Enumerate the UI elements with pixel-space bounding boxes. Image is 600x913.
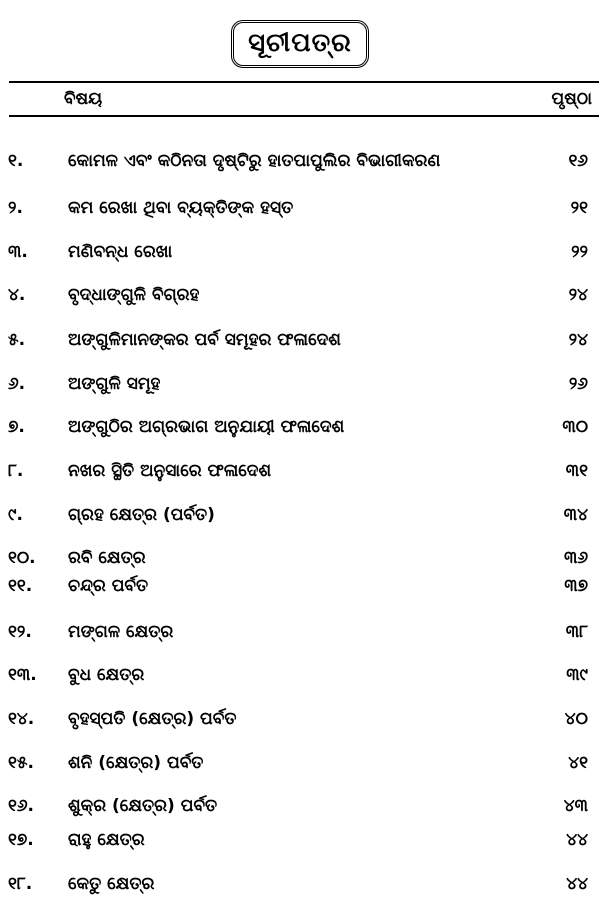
entry-page: ୩୦ [562,417,588,437]
toc-entry [0,748,600,778]
entry-page: ୩୮ [565,622,588,642]
toc-entry [0,500,600,530]
entry-page: ୨୨ [571,242,588,262]
entry-page: ୪୦ [564,709,588,729]
entry-title: ଗ୍ରହ କ୍ଷେତ୍ର (ପର୍ବତ) [68,505,215,525]
entry-number: ୧୧. [8,576,33,596]
entry-page: ୨୪ [568,285,588,305]
toc-entry [0,193,600,223]
toc-entry [0,825,600,855]
entry-number: ୨. [8,198,23,218]
page-title: ସୂଚୀପତ୍ର [231,20,369,68]
entry-number: ୧. [8,151,24,171]
toc-entry [0,369,600,399]
entry-number: ୮. [8,461,24,481]
toc-entry [0,325,600,355]
entry-page: ୨୧ [570,198,588,218]
entry-number: ୩. [8,242,28,262]
entry-page: ୩୪ [563,505,588,525]
entry-title: ଅଙ୍ଗୁଳି ସମୂହ [68,374,161,394]
toc-entry [0,791,600,821]
entry-number: ୧୨. [8,622,32,642]
entry-title: ମଣିବନ୍ଧ ରେଖା [68,242,173,262]
toc-entry [0,704,600,734]
entry-number: ୧୮. [8,874,33,894]
header-bottom-rule [9,115,599,117]
entry-number: ୯. [8,505,23,525]
toc-entry [0,280,600,310]
entry-page: ୧୬ [568,151,588,171]
entry-title: ଶୁକ୍ର (କ୍ଷେତ୍ର) ପର୍ବତ [68,796,218,816]
entry-number: ୧୫. [8,753,34,773]
entry-page: ୩୧ [565,461,588,481]
entry-title: ମଙ୍ଗଳ କ୍ଷେତ୍ର [68,622,174,642]
toc-entry [0,237,600,267]
entry-number: ୭. [8,417,25,437]
title-container [0,20,600,68]
entry-number: ୬. [8,374,26,394]
entry-number: ୧୩. [8,665,37,685]
toc-entry [0,412,600,442]
entry-page: ୪୧ [568,753,588,773]
entry-number: ୧୪. [8,709,35,729]
entry-page: ୨୪ [568,330,588,350]
entry-page: ୪୩ [563,796,588,816]
entry-title: ନଖର ସ୍ଥିତି ଅନୁସାରେ ଫଳାଦେଶ [68,461,272,481]
entry-page: ୪୪ [566,830,588,850]
entry-page: ୩୯ [566,665,588,685]
entry-title: ଅଙ୍ଗୁଳିମାନଙ୍କର ପର୍ବ ସମୂହର ଫଳାଦେଶ [68,330,341,350]
entry-title: କେତୁ କ୍ଷେତ୍ର [68,874,155,894]
entry-page: ୩୭ [564,576,588,596]
toc-entry [0,617,600,647]
column-header-page: ପୃଷ୍ଠା [551,89,592,109]
header-top-rule [9,81,599,83]
entry-number: ୪. [8,285,26,305]
entry-title: ଶନି (କ୍ଷେତ୍ର) ପର୍ବତ [68,753,204,773]
entry-title: ଅଙ୍ଗୁଠିର ଅଗ୍ରଭାଗ ଅନୁଯାୟୀ ଫଳାଦେଶ [68,417,345,437]
toc-entry [0,869,600,899]
entry-title: କମ ରେଖା ଥିବା ବ୍ୟକ୍ତିଙ୍କ ହସ୍ତ [68,198,294,218]
entry-page: ୩୬ [563,548,588,568]
entry-page: ୪୪ [566,874,588,894]
entry-number: ୧୬. [8,796,34,816]
toc-entry [0,571,600,601]
entry-title: ରାହୁ କ୍ଷେତ୍ର [68,830,145,850]
toc-entry [0,543,600,573]
entry-title: ବୃହସ୍ପତି (କ୍ଷେତ୍ର) ପର୍ବତ [68,709,237,729]
entry-number: ୧୦. [8,548,36,568]
entry-title: ଚନ୍ଦ୍ର ପର୍ବତ [68,576,149,596]
toc-entry [0,660,600,690]
entry-title: କୋମଳ ଏବଂ କଠିନତା ଦୃଷ୍ଟିରୁ ହାତପାପୁଲିର ବିଭାଗୀକରଣ [68,151,441,171]
column-header-subject: ବିଷୟ [64,89,103,109]
entry-title: ରବି କ୍ଷେତ୍ର [68,548,146,568]
entry-number: ୧୭. [8,830,34,850]
entry-number: ୫. [8,330,26,350]
entry-title: ବୁଧ କ୍ଷେତ୍ର [68,665,145,685]
entry-page: ୨୬ [568,374,588,394]
toc-entry [0,456,600,486]
entry-title: ବୃଦ୍ଧାଙ୍ଗୁଳି ବିଗ୍ରହ [68,285,200,305]
toc-entry [0,146,600,176]
